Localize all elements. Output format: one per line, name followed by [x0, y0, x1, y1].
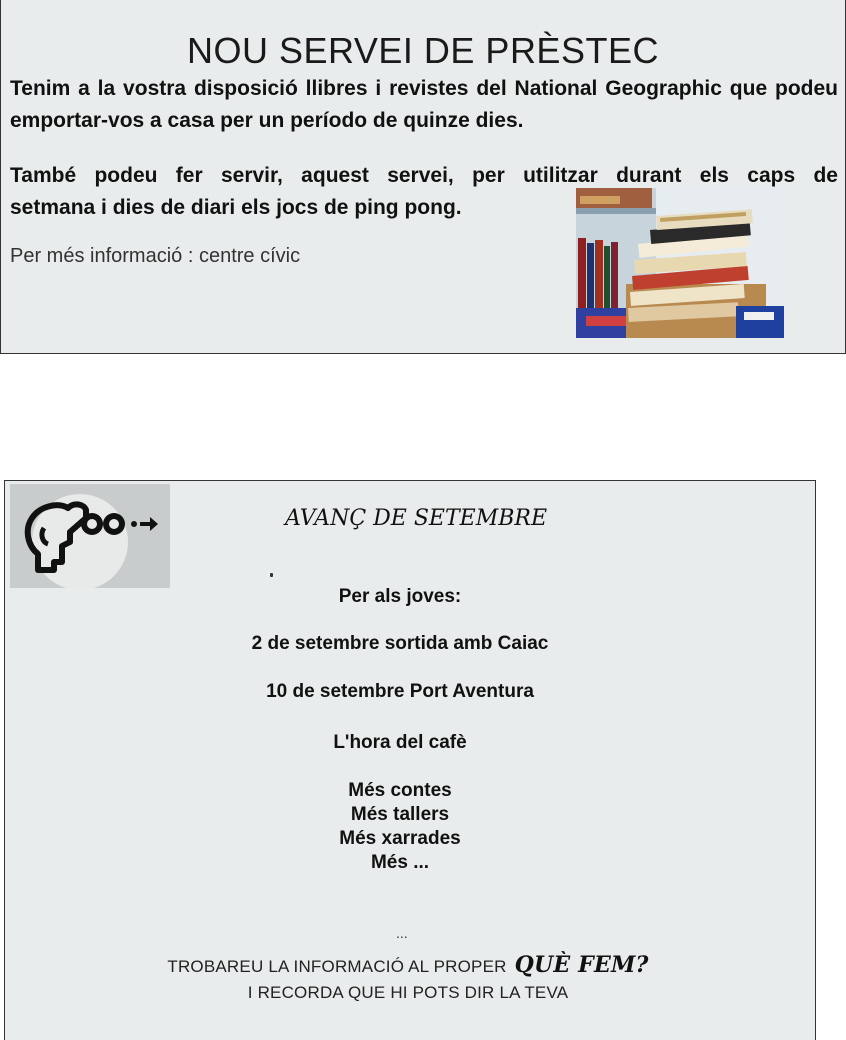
youth-label: Per als joves: [338, 586, 462, 607]
logo-panel [10, 484, 170, 588]
speck [270, 573, 273, 577]
more-item: Més contes [348, 780, 452, 801]
dots: ... [396, 925, 408, 941]
notice-paragraph-line-2: setmana i dies de diari els jocs de ping pong. [10, 196, 462, 219]
footer-line-1 [0, 952, 816, 978]
preview-heading: AVANÇ DE SETEMBRE [285, 506, 548, 531]
notice-paragraph-books: Tenim a la vostra disposició llibres i revistes del National Geographic que podeu emportar-vos a casa per un período de quinze dies. [10, 77, 838, 132]
more-item: Més ... [370, 852, 430, 873]
more-item: Més xarrades [339, 828, 461, 849]
coffee-hour: L'hora del cafè [333, 732, 467, 753]
books-stack-photo [576, 188, 784, 338]
footer-line-2: I RECORDA QUE HI POTS DIR LA TEVA [247, 983, 569, 1002]
event-kayak: 2 de setembre sortida amb Caiac [251, 633, 549, 654]
footer-text: TROBAREU LA INFORMACIÓ AL PROPER [167, 957, 507, 976]
notice-paragraph-line-1: També podeu fer servir, aquest servei, per utilitzar durant els caps de [10, 164, 838, 187]
more-item: Més tallers [350, 804, 450, 825]
event-port-aventura: 10 de setembre Port Aventura [266, 681, 534, 702]
books-stack-illustration [576, 188, 784, 338]
info-contact-line: Per més informació : centre cívic [10, 245, 301, 267]
notice-title: NOU SERVEI DE PRÈSTEC [187, 30, 659, 71]
que-fem-brand: QUÈ FEM? [514, 952, 649, 978]
more-list [200, 779, 600, 875]
person-binoculars-icon [10, 484, 170, 588]
